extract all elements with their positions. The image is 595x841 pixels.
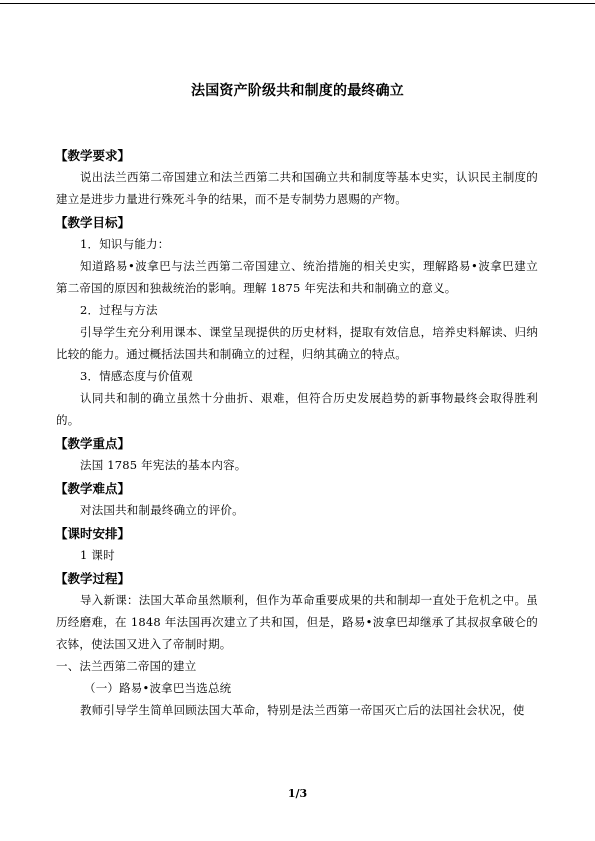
difficulties-text: 对法国共和制最终确立的评价。 [80, 503, 244, 517]
section-heading-objectives: 【教学目标】 [55, 215, 131, 230]
requirements-text: 说出法兰西第二帝国建立和法兰西第二共和国确立共和制度等基本史实，认识民主制度的建立是进步力量进行殊死斗争的结果，而不是专制势力恩赐的产物。 [56, 170, 538, 206]
section-heading-key-points: 【教学重点】 [55, 436, 131, 451]
objectives-sub1: 1．知识与能力： [80, 237, 170, 251]
schedule-text: 1 课时 [80, 548, 115, 562]
objectives-sub2: 2．过程与方法 [80, 303, 158, 317]
process-part1: 一、法兰西第二帝国的建立 [56, 659, 197, 673]
objectives-text1: 知道路易•波拿巴与法兰西第二帝国建立、统治措施的相关史实，理解路易•波拿巴建立第二帝国的原因和独裁统治的影响。理解 1875 年宪法和共和制确立的意义。 [56, 259, 538, 295]
process-intro: 导入新课：法国大革命虽然顺利，但作为革命重要成果的共和制却一直处于危机之中。虽历经磨难，在 1848 年法国再次建立了共和国，但是，路易•波拿巴却继承了其叔叔拿破仑的衣钵，使法国又进入了帝制时期。 [56, 593, 538, 651]
objectives-text2: 引导学生充分利用课本、课堂呈现提供的历史材料，提取有效信息，培养史料解读、归纳比较的能力。通过概括法国共和制确立的过程，归纳其确立的特点。 [56, 325, 538, 361]
document-body [56, 143, 538, 721]
section-heading-process: 【教学过程】 [55, 571, 131, 586]
process-part1-text: 教师引导学生简单回顾法国大革命，特别是法兰西第一帝国灭亡后的法国社会状况，使 [80, 703, 525, 717]
header-rule [0, 3, 595, 4]
document-title: 法国资产阶级共和制度的最终确立 [191, 83, 404, 99]
section-heading-difficulties: 【教学难点】 [55, 481, 131, 496]
process-part1-sub1: （一）路易•波拿巴当选总统 [84, 681, 232, 695]
page-number: 1/3 [287, 787, 308, 800]
section-heading-schedule: 【课时安排】 [55, 526, 131, 541]
objectives-text3: 认同共和制的确立虽然十分曲折、艰难，但符合历史发展趋势的新事物最终会取得胜利的。 [56, 391, 538, 427]
section-heading-requirements: 【教学要求】 [55, 148, 131, 163]
key-points-text: 法国 1785 年宪法的基本内容。 [80, 458, 247, 472]
objectives-sub3: 3．情感态度与价值观 [80, 369, 193, 383]
